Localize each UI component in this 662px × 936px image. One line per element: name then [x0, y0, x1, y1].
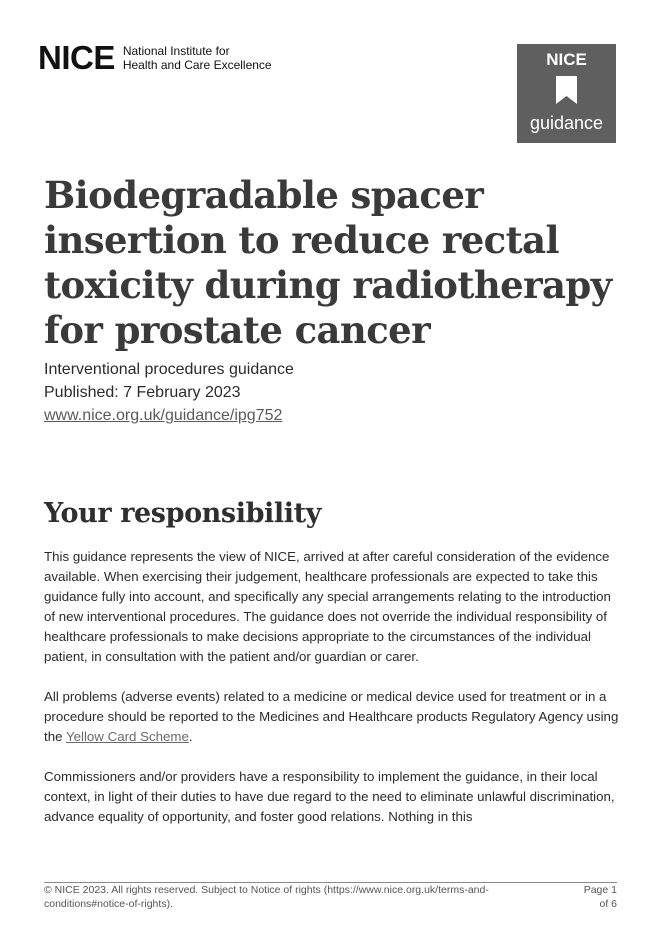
page-total: of 6 [599, 898, 617, 910]
badge-label: guidance [529, 113, 604, 133]
logo-subtitle-line1: National Institute for [122, 43, 230, 58]
document-title: Biodegradable spacer insertion to reduce rectal toxicity during radiotherapy for prostate cancer [44, 173, 612, 352]
paragraph-text: All problems (adverse events) related to a medicine or medical device used for treatment or in a procedure should be reported to the Medicines and Healthcare products Regulatory Agency using the [44, 689, 619, 744]
paragraph-text: . [188, 729, 193, 744]
guidance-type: Interventional procedures guidance [44, 361, 294, 378]
logo-wordmark: NICE [38, 39, 115, 76]
paragraph: Commissioners and/or providers have a responsibility to implement the guidance, in their local context, in light of their duties to have due regard to the need to eliminate unlawful discrimination, advance equality of opportunity, and foster good relations. Nothing in this [44, 769, 615, 824]
section-heading: Your responsibility [44, 498, 321, 529]
logo-subtitle [123, 44, 272, 72]
logo-subtitle-line2: Health and Care Excellence [122, 57, 272, 72]
paragraph: This guidance represents the view of NICE, arrived at after careful consideration of the evidence available. When exercising their judgement, healthcare professionals are expected to take this guidance fully into account, and specifically any special arrangements relating to the introduction of new interventional procedures. The guidance does not override the individual responsibility of healthcare professionals to make decisions appropriate to the circumstances of the individual patient, in consultation with the patient and/or guardian or carer. [44, 549, 611, 664]
guidance-link[interactable]: www.nice.org.uk/guidance/ipg752 [44, 407, 283, 424]
section-body [44, 547, 620, 847]
paragraph [44, 687, 620, 747]
nice-logo[interactable] [38, 41, 272, 74]
page-number [576, 883, 617, 911]
page-label: Page 1 [583, 884, 617, 896]
badge-title: NICE [546, 50, 587, 69]
footer-copyright: © NICE 2023. All rights reserved. Subject to Notice of rights (https://www.nice.org.uk/terms-and-conditions#notice-of-rights). [44, 884, 489, 910]
document-meta [44, 358, 294, 427]
published-date: Published: 7 February 2023 [44, 384, 241, 401]
yellow-card-link[interactable]: Yellow Card Scheme [65, 729, 189, 744]
guidance-badge [517, 44, 616, 143]
bookmark-icon [556, 76, 577, 104]
